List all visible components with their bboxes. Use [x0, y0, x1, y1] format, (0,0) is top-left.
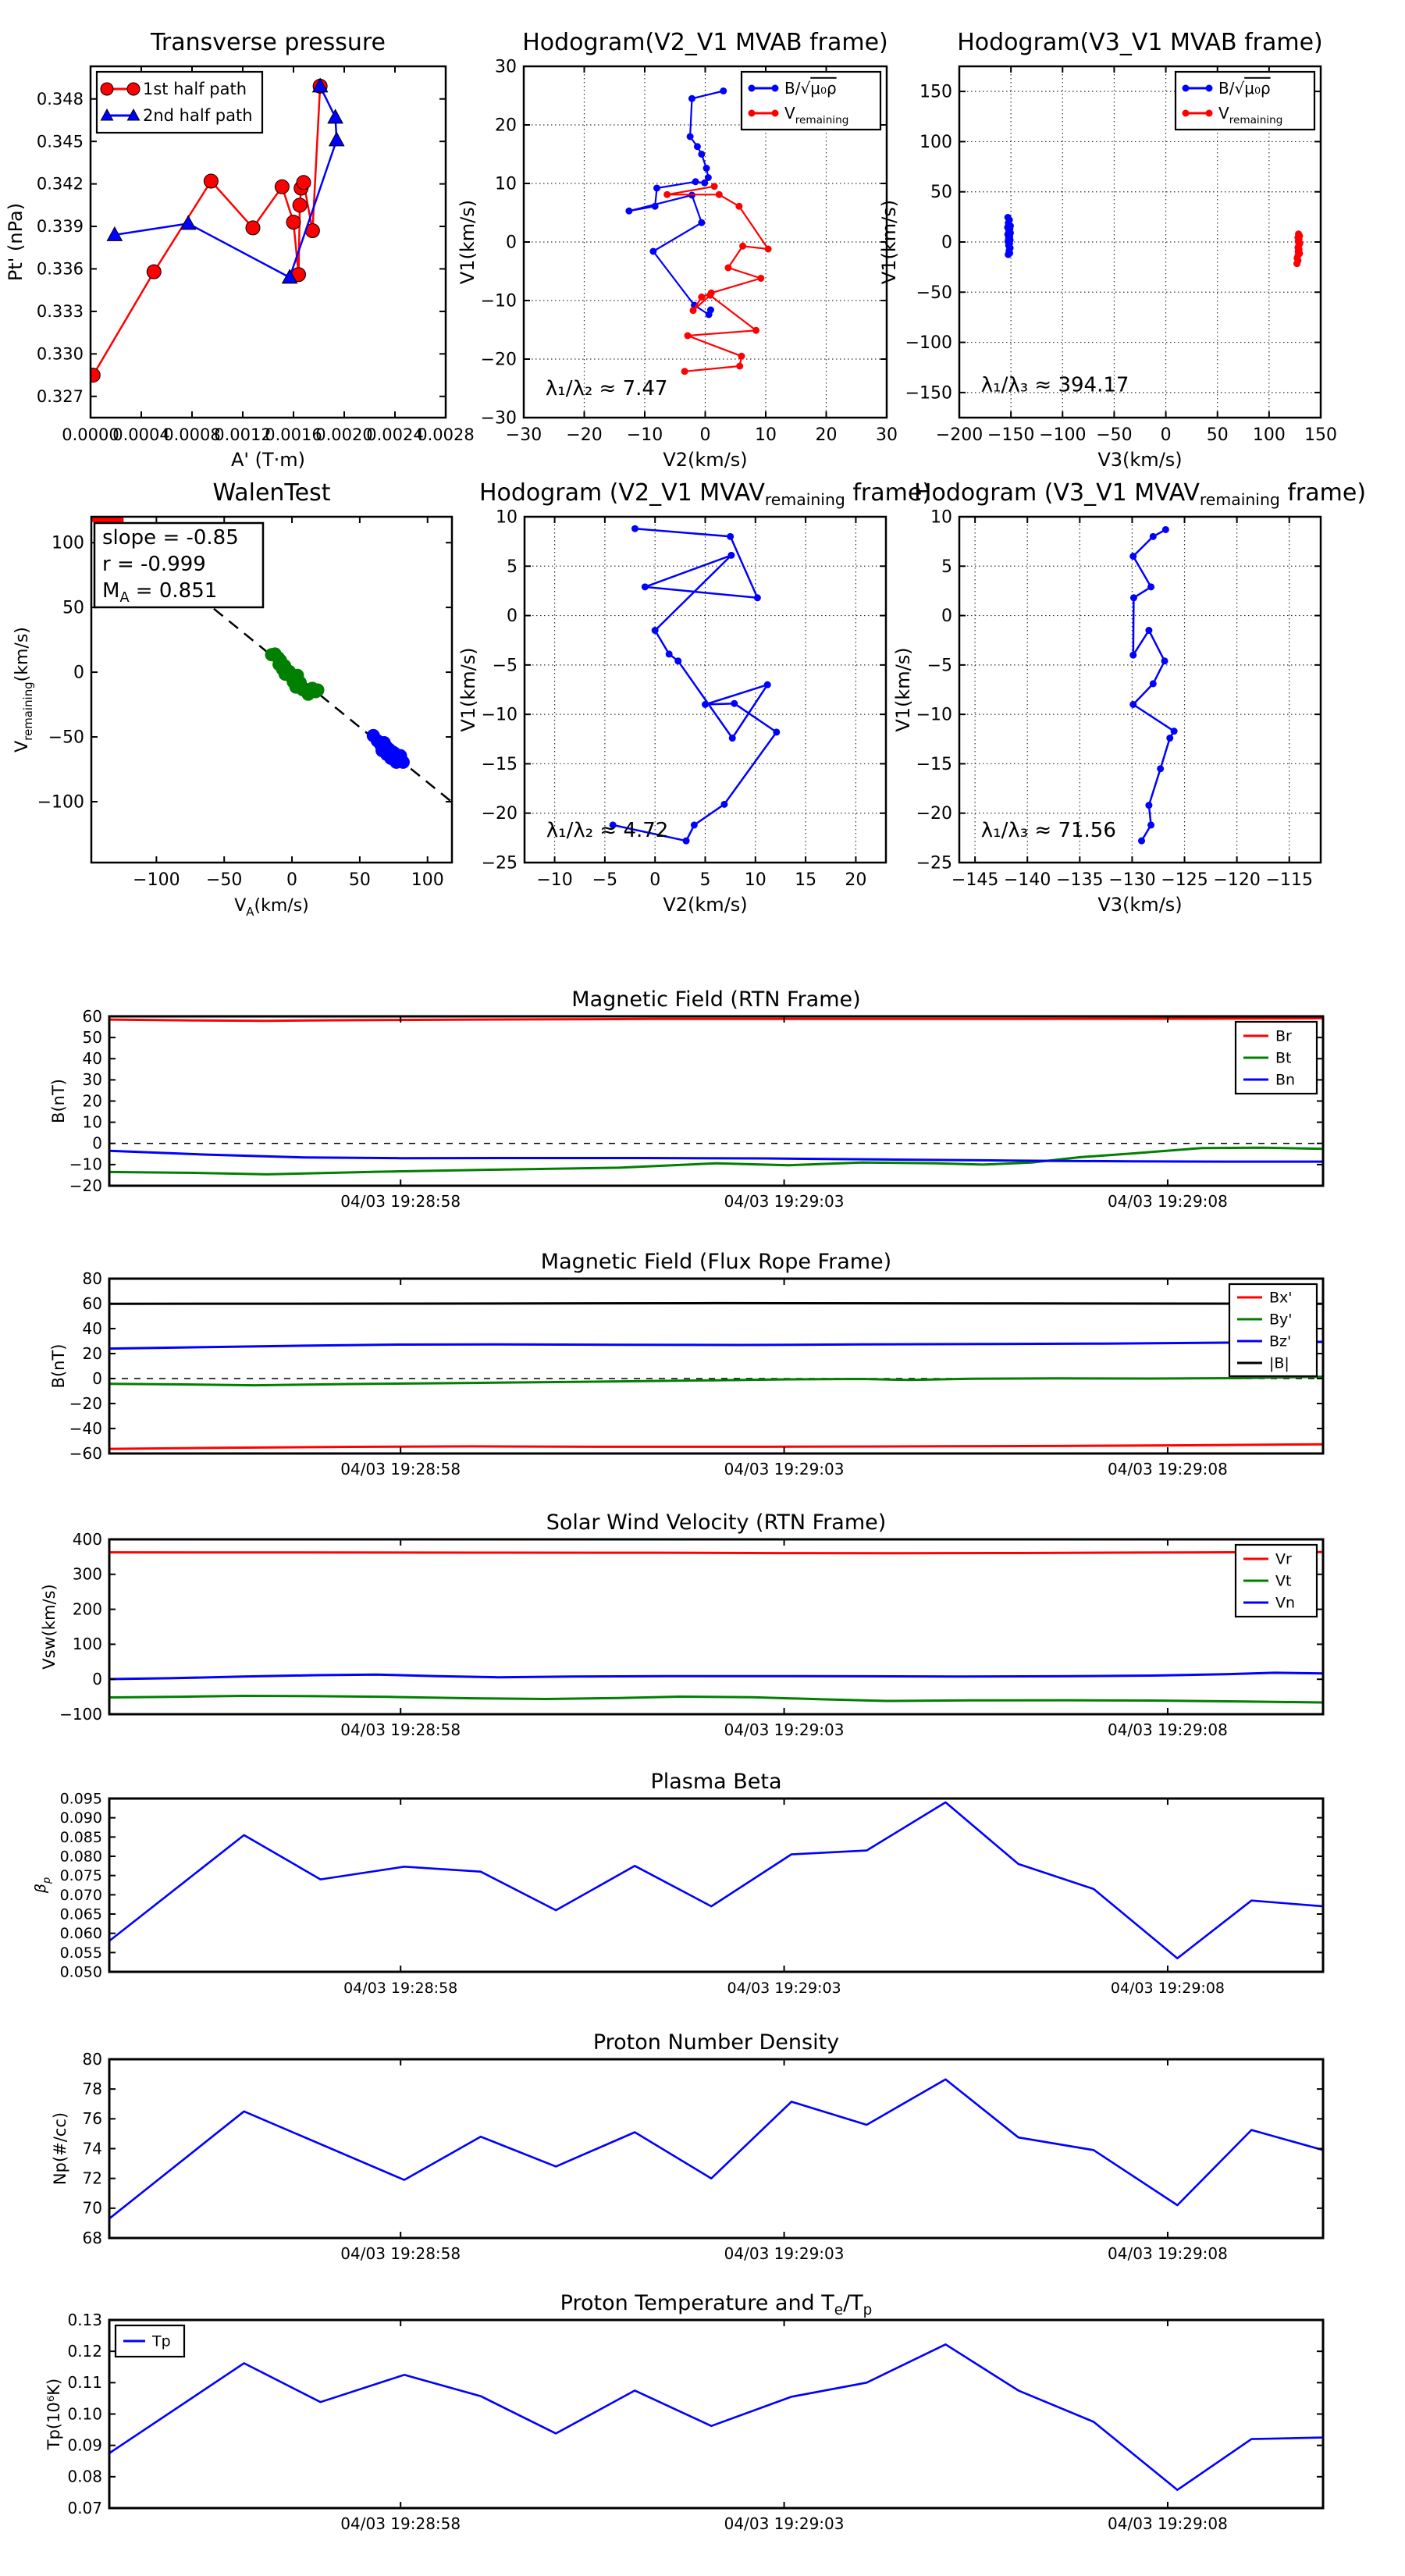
y-axis-label: $\beta_p$: [32, 1877, 53, 1894]
y-tick-label: −10: [69, 1155, 102, 1174]
y-tick-label: 0.055: [59, 1944, 102, 1962]
legend-label: 1st half path: [143, 80, 247, 99]
y-tick-label: 68: [82, 2228, 102, 2247]
y-tick-label: −50: [48, 728, 84, 748]
legend: [1176, 72, 1314, 130]
eigenvalue-ratio-annotation: λ₁/λ₂ ≈ 7.47: [545, 376, 668, 400]
panel-title: Proton Temperature and $T_e/T_p$: [560, 2291, 873, 2318]
y-axis-label: Np(#/cc): [51, 2112, 69, 2186]
x-tick-label: 04/03 19:29:08: [1108, 1460, 1228, 1478]
ticks-and-labels: [482, 507, 886, 890]
b-over-sqrt-mu0-rho: [1004, 214, 1014, 258]
y-axis-label: V1(km/s): [892, 647, 914, 732]
x-tick-label: −10: [536, 870, 573, 890]
by-prime-line: [109, 1377, 1323, 1386]
y-tick-label: −15: [916, 754, 952, 774]
x-tick-label: 04/03 19:29:03: [724, 1460, 845, 1478]
y-tick-label: 0.080: [59, 1848, 102, 1866]
y-tick-label: 200: [72, 1599, 102, 1619]
bx-prime-line: [109, 1444, 1323, 1449]
legend-label: Vr: [1275, 1550, 1292, 1568]
panel-title: Transverse pressure: [150, 29, 386, 56]
x-tick-label: 04/03 19:29:08: [1108, 1192, 1228, 1211]
v-path: [1129, 526, 1177, 845]
y-tick-label: 72: [82, 2169, 102, 2188]
panel-title: Magnetic Field (Flux Rope Frame): [540, 1250, 892, 1274]
y-axis-label: B(nT): [49, 1343, 68, 1389]
legend-label: $V_{remaining}$: [784, 103, 849, 126]
y-tick-label: 0: [73, 663, 84, 683]
x-tick-label: 0: [699, 425, 711, 445]
x-tick-label: 30: [876, 425, 898, 445]
legend: [97, 72, 262, 133]
y-tick-label: 0: [92, 1670, 102, 1688]
y-tick-label: 0: [506, 233, 517, 253]
x-tick-label: 04/03 19:28:58: [340, 2244, 461, 2263]
y-tick-label: −10: [481, 705, 518, 725]
x-axis-label: V2(km/s): [663, 449, 748, 471]
panel-title: Solar Wind Velocity (RTN Frame): [546, 1510, 887, 1535]
hodogram-v3v1-mvab: [878, 29, 1337, 471]
legend-label: Bt: [1275, 1049, 1292, 1067]
x-tick-label: −135: [1056, 870, 1104, 890]
y-tick-label: 0.095: [59, 1790, 102, 1808]
y-axis-label: $V_{remaining}(km/s)$: [12, 627, 35, 753]
y-tick-label: 60: [82, 1006, 102, 1026]
panel-title: Hodogram (V2_V1 $MVAV_{remaining}$ frame): [478, 479, 932, 509]
y-tick-label: 50: [62, 598, 84, 618]
y-tick-label: 10: [930, 507, 952, 528]
x-tick-label: −140: [1004, 870, 1051, 890]
y-tick-label: −5: [927, 656, 952, 676]
y-tick-label: 0.090: [59, 1809, 102, 1827]
y-tick-label: −150: [905, 383, 952, 404]
stats-line: r = -0.999: [102, 553, 206, 577]
y-tick-label: 0.10: [67, 2404, 102, 2424]
beta-line: [109, 1802, 1323, 1959]
x-tick-label: 0.0016: [265, 425, 322, 444]
x-tick-label: −5: [592, 870, 618, 890]
axes-frame: [109, 2059, 1323, 2238]
x-tick-label: 04/03 19:28:58: [340, 1192, 461, 1211]
axes-frame: [109, 1279, 1323, 1453]
y-tick-label: 0: [507, 607, 518, 627]
y-tick-label: −25: [481, 853, 518, 873]
legend-label: Tp: [152, 2332, 171, 2350]
x-tick-label: 100: [1252, 425, 1286, 445]
magnetic-field-flux-rope: [49, 1250, 1323, 1478]
br-line: [109, 1018, 1323, 1020]
legend: [1236, 1545, 1317, 1617]
solar-wind-velocity: [40, 1510, 1323, 1739]
legend-label: 2nd half path: [143, 106, 253, 126]
panel-title: WalenTest: [212, 479, 331, 507]
panel-title: Hodogram (V3_V1 $MVAV_{remaining}$ frame): [913, 479, 1367, 509]
x-tick-label: 50: [348, 870, 371, 890]
y-tick-label: 0.09: [67, 2435, 102, 2455]
y-tick-label: −10: [916, 705, 952, 725]
y-tick-label: −30: [480, 408, 517, 429]
transverse-pressure: [5, 29, 475, 471]
legend: [1236, 1022, 1317, 1094]
x-tick-label: 04/03 19:29:08: [1108, 2514, 1228, 2533]
y-tick-label: 0: [92, 1133, 102, 1153]
y-axis-label: Vsw(km/s): [40, 1584, 59, 1670]
x-tick-label: −50: [1096, 425, 1133, 445]
x-tick-label: 04/03 19:29:08: [1108, 2244, 1228, 2263]
x-tick-label: 5: [699, 870, 711, 890]
legend-label: B/√μ₀ρ: [784, 78, 837, 98]
stats-line: slope = -0.85: [102, 526, 239, 550]
plasma-beta: [32, 1770, 1323, 1997]
y-tick-label: 80: [82, 1268, 102, 1288]
eigenvalue-ratio-annotation: λ₁/λ₂ ≈ 4.72: [546, 818, 669, 842]
y-tick-label: 400: [72, 1529, 102, 1549]
y-tick-label: −100: [59, 1704, 102, 1724]
y-tick-label: 0: [941, 233, 952, 253]
y-tick-label: 40: [82, 1049, 102, 1069]
legend: [1229, 1284, 1317, 1376]
x-tick-label: −145: [951, 870, 999, 890]
y-axis-label: Tp(10⁶K): [44, 2378, 63, 2450]
panel-title: Magnetic Field (RTN Frame): [571, 987, 861, 1012]
y-tick-label: 100: [72, 1635, 102, 1654]
x-tick-label: −30: [505, 425, 542, 445]
x-axis-label: V2(km/s): [663, 894, 748, 916]
y-tick-label: 0.07: [67, 2498, 102, 2517]
bmag-line: [109, 1303, 1323, 1304]
x-tick-label: −115: [1265, 870, 1313, 890]
y-tick-label: 0.050: [59, 1963, 102, 1981]
legend-label: Bn: [1275, 1071, 1296, 1089]
ticks-and-labels: [67, 2311, 1323, 2533]
legend-label: By': [1269, 1311, 1293, 1329]
y-tick-label: 0.08: [67, 2467, 102, 2486]
y-tick-label: 100: [52, 533, 84, 553]
vn-line: [109, 1673, 1323, 1679]
x-tick-label: 04/03 19:29:03: [724, 1192, 845, 1211]
y-tick-label: −100: [905, 333, 952, 354]
proton-number-density: [51, 2030, 1323, 2263]
y-tick-label: 30: [82, 1070, 102, 1090]
ticks-and-labels: [59, 1530, 1323, 1739]
x-tick-label: 04/03 19:29:08: [1110, 1980, 1225, 1997]
y-tick-label: −20: [480, 350, 517, 370]
x-tick-label: 0.0000: [62, 425, 119, 444]
legend: [116, 2325, 184, 2357]
eigenvalue-ratio-annotation: λ₁/λ₃ ≈ 394.17: [980, 373, 1129, 397]
y-tick-label: 5: [941, 557, 952, 577]
y-tick-label: −5: [492, 656, 518, 676]
legend-label: B/√μ₀ρ: [1218, 78, 1271, 98]
hodogram-v2v1-mvab: [457, 29, 898, 471]
y-tick-label: 10: [82, 1112, 102, 1132]
x-tick-label: 0.0004: [112, 425, 170, 444]
y-tick-label: −15: [481, 754, 518, 774]
vr-line: [109, 1552, 1323, 1553]
x-tick-label: 0: [286, 870, 298, 890]
x-tick-label: 04/03 19:28:58: [340, 2514, 461, 2533]
x-tick-label: 10: [755, 425, 777, 445]
y-tick-label: −60: [69, 1443, 102, 1463]
v-remaining: [663, 183, 771, 375]
x-tick-label: 04/03 19:29:03: [727, 1980, 841, 1997]
y-tick-label: 0.085: [59, 1828, 102, 1846]
v-path: [610, 525, 781, 845]
x-tick-label: −130: [1108, 870, 1156, 890]
x-tick-label: 04/03 19:29:03: [724, 1720, 845, 1739]
y-axis-label: Pt' (nPa): [5, 202, 27, 282]
walen-test: [12, 479, 452, 919]
panel-title: Proton Number Density: [592, 2030, 840, 2055]
x-tick-label: −10: [626, 425, 663, 445]
b-over-sqrt-mu0-rho: [625, 87, 727, 318]
y-tick-label: 0.060: [59, 1925, 102, 1943]
y-tick-label: 0: [92, 1368, 102, 1388]
y-tick-label: −100: [37, 792, 84, 813]
panel-title: Hodogram(V3_V1 MVAB frame): [957, 29, 1323, 56]
x-tick-label: 10: [744, 870, 767, 890]
y-tick-label: 0.12: [67, 2341, 102, 2361]
y-tick-label: 20: [82, 1091, 102, 1111]
y-tick-label: 0.345: [36, 132, 84, 151]
y-axis-label: V1(km/s): [457, 647, 479, 732]
x-axis-label: $V_A(km/s)$: [234, 896, 309, 919]
magnetic-field-rtn: [49, 987, 1323, 1211]
x-tick-label: 0.0024: [366, 425, 424, 444]
x-tick-label: 50: [1206, 425, 1229, 445]
x-tick-label: −125: [1161, 870, 1208, 890]
y-tick-label: 10: [496, 507, 518, 528]
y-tick-label: −20: [481, 804, 518, 824]
y-tick-label: 74: [82, 2139, 102, 2158]
y-tick-label: 60: [82, 1293, 102, 1313]
x-tick-label: 0.0008: [163, 425, 221, 444]
y-tick-label: −10: [480, 291, 517, 311]
ticks-and-labels: [83, 2050, 1323, 2263]
y-tick-label: 0.11: [67, 2373, 102, 2393]
stats-box: [94, 523, 263, 607]
y-tick-label: −20: [69, 1176, 102, 1195]
y-tick-label: −20: [916, 804, 952, 824]
bz-prime-line: [109, 1342, 1323, 1349]
x-axis-label: V3(km/s): [1097, 894, 1183, 916]
y-tick-label: 0.330: [36, 344, 84, 364]
y-tick-label: 30: [495, 57, 517, 77]
ticks-and-labels: [60, 1790, 1323, 1997]
x-tick-label: −150: [987, 425, 1035, 445]
legend-label: Vn: [1275, 1594, 1296, 1612]
y-tick-label: 0.348: [36, 89, 84, 109]
gridlines: [525, 517, 886, 863]
y-tick-label: −25: [916, 853, 952, 873]
y-tick-label: 76: [82, 2109, 102, 2129]
y-tick-label: 80: [82, 2049, 102, 2069]
y-tick-label: 0.339: [36, 217, 84, 237]
legend-label: |B|: [1269, 1354, 1289, 1372]
x-tick-label: −20: [566, 425, 603, 445]
y-tick-label: 0.336: [36, 259, 84, 279]
hodogram-v3v1-mvav: [892, 479, 1366, 916]
y-tick-label: 50: [930, 183, 952, 203]
y-tick-label: −40: [69, 1418, 102, 1438]
y-tick-label: 0: [941, 607, 952, 627]
x-tick-label: 0.0012: [214, 425, 272, 444]
legend-label: Br: [1275, 1027, 1292, 1045]
y-axis-label: B(nT): [49, 1079, 68, 1123]
y-tick-label: 0.13: [67, 2310, 102, 2329]
y-tick-label: 0.333: [36, 302, 84, 322]
legend-label: Vt: [1275, 1572, 1292, 1590]
x-tick-label: 04/03 19:28:58: [343, 1980, 458, 1997]
y-tick-label: 300: [72, 1564, 102, 1584]
x-tick-label: 04/03 19:29:03: [724, 2244, 845, 2263]
y-tick-label: 40: [82, 1318, 102, 1338]
y-tick-label: 0.065: [59, 1905, 102, 1923]
y-tick-label: 0.342: [36, 174, 84, 194]
x-tick-label: 04/03 19:28:58: [340, 1460, 461, 1478]
vt-line: [109, 1696, 1323, 1703]
x-tick-label: 150: [1304, 425, 1337, 445]
y-axis-label: V1(km/s): [457, 199, 478, 285]
tp-line: [109, 2344, 1323, 2489]
x-axis-label: A' (T·m): [230, 449, 306, 471]
hodogram-v2v1-mvav: [457, 479, 931, 916]
axes-frame: [109, 1799, 1323, 1972]
y-tick-label: 20: [495, 116, 517, 136]
stats-line: $M_A = 0.851$: [102, 579, 218, 607]
y-tick-label: 0.070: [59, 1886, 102, 1904]
x-tick-label: 0.0028: [417, 425, 475, 444]
y-tick-label: 78: [82, 2079, 102, 2098]
x-tick-label: −120: [1213, 870, 1261, 890]
x-tick-label: 15: [795, 870, 817, 890]
panel-title: Hodogram(V2_V1 MVAB frame): [522, 29, 888, 56]
legend-label: Bz': [1269, 1332, 1292, 1350]
inbound-cluster: [265, 647, 325, 700]
y-tick-label: 5: [507, 557, 518, 577]
axes-frame: [109, 2320, 1323, 2508]
y-axis-label: V1(km/s): [878, 199, 900, 285]
np-line: [109, 2080, 1323, 2218]
axes-frame: [109, 1539, 1323, 1714]
y-tick-label: 0.327: [36, 386, 84, 406]
eigenvalue-ratio-annotation: λ₁/λ₃ ≈ 71.56: [980, 818, 1116, 842]
legend: [742, 72, 880, 130]
y-tick-label: 70: [82, 2198, 102, 2218]
x-tick-label: −100: [133, 870, 180, 890]
x-tick-label: 04/03 19:28:58: [340, 1720, 461, 1739]
y-tick-label: 20: [82, 1343, 102, 1363]
y-tick-label: −20: [69, 1393, 102, 1413]
panel-title: Plasma Beta: [650, 1770, 782, 1794]
legend-label: $V_{remaining}$: [1218, 103, 1283, 126]
y-tick-label: −50: [916, 283, 952, 303]
y-tick-label: 0.075: [59, 1867, 102, 1885]
x-tick-label: 04/03 19:29:03: [724, 2514, 845, 2533]
x-tick-label: 0.0020: [315, 425, 373, 444]
x-tick-label: −200: [935, 425, 984, 445]
x-tick-label: 04/03 19:29:08: [1108, 1720, 1228, 1739]
x-tick-label: 0: [1160, 425, 1172, 445]
x-axis-label: V3(km/s): [1097, 449, 1183, 471]
v-remaining: [1293, 230, 1304, 267]
x-tick-label: −50: [205, 870, 243, 890]
y-tick-label: 50: [82, 1027, 102, 1047]
outbound-cluster: [367, 729, 410, 769]
y-tick-label: 100: [919, 132, 952, 152]
y-tick-label: 10: [495, 174, 517, 194]
x-tick-label: 0: [649, 870, 661, 890]
x-tick-label: 100: [411, 870, 444, 890]
legend-label: Bx': [1269, 1289, 1293, 1307]
x-tick-label: 20: [815, 425, 838, 445]
ticks-and-labels: [916, 507, 1321, 890]
x-tick-label: 20: [845, 870, 867, 890]
proton-temperature: [44, 2291, 1323, 2533]
y-tick-label: 150: [919, 82, 952, 102]
ticks-and-labels: [69, 1007, 1323, 1211]
x-tick-label: −100: [1039, 425, 1087, 445]
